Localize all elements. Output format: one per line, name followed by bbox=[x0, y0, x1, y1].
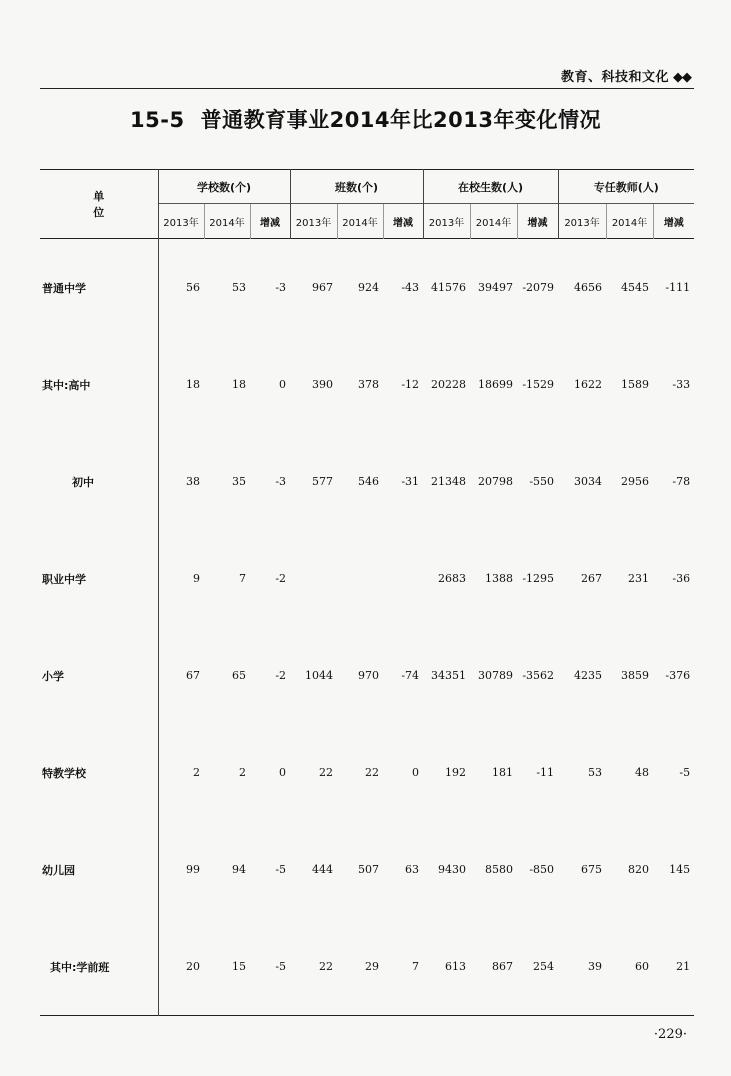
cell: 675 bbox=[581, 863, 603, 876]
cell: 53 bbox=[232, 281, 246, 294]
unit-column-header: 单 位 bbox=[93, 190, 129, 219]
cell: -11 bbox=[536, 766, 555, 779]
change-header: 增减 bbox=[517, 204, 558, 239]
cell: 22 bbox=[365, 766, 380, 779]
cell: 4235 bbox=[574, 669, 603, 682]
cell: -111 bbox=[665, 281, 691, 294]
running-head-text: 教育、科技和文化 bbox=[560, 70, 669, 85]
group-header-teachers: 专任教师(人) bbox=[558, 170, 694, 204]
cell: -550 bbox=[529, 475, 555, 488]
cell: -1529 bbox=[522, 378, 555, 391]
cell bbox=[290, 530, 337, 627]
cell: 3034 bbox=[574, 475, 603, 488]
cell: 18 bbox=[158, 336, 204, 433]
cell: -12 bbox=[401, 378, 420, 391]
cell: -2079 bbox=[522, 281, 555, 294]
diamond-icon: ◆◆ bbox=[673, 70, 691, 85]
cell: 20798 bbox=[478, 475, 514, 488]
cell: -2 bbox=[275, 572, 287, 585]
cell: 444 bbox=[312, 863, 334, 876]
row-label: 其中:学前班 bbox=[50, 960, 110, 974]
year-header: 2014年 bbox=[606, 204, 653, 239]
cell: 21348 bbox=[431, 475, 467, 488]
year-header: 2013年 bbox=[290, 204, 337, 239]
cell: 35 bbox=[232, 475, 246, 488]
cell: 1388 bbox=[485, 572, 514, 585]
change-header: 增减 bbox=[653, 204, 694, 239]
cell: 22 bbox=[319, 960, 334, 973]
row-label: 幼儿园 bbox=[42, 863, 75, 877]
cell: 145 bbox=[669, 863, 691, 876]
cell: 820 bbox=[628, 863, 650, 876]
group-header-classes: 班数(个) bbox=[290, 170, 423, 204]
cell: 867 bbox=[492, 960, 514, 973]
cell: 0 bbox=[279, 378, 287, 391]
cell: 4545 bbox=[621, 281, 650, 294]
change-header: 增减 bbox=[383, 204, 423, 239]
cell: 4656 bbox=[574, 281, 603, 294]
cell: 18699 bbox=[478, 378, 514, 391]
cell: 7 bbox=[412, 960, 420, 973]
cell: 0 bbox=[412, 766, 420, 779]
cell: -74 bbox=[401, 669, 420, 682]
table-number: 15-5 bbox=[130, 108, 185, 132]
row-label: 小学 bbox=[42, 669, 64, 683]
cell: 30789 bbox=[478, 669, 514, 682]
cell: 2683 bbox=[438, 572, 467, 585]
cell: 21 bbox=[676, 960, 691, 973]
year-header: 2013年 bbox=[423, 204, 470, 239]
data-table bbox=[40, 169, 694, 1016]
cell: 2 bbox=[158, 724, 204, 821]
cell: 39497 bbox=[478, 281, 514, 294]
cell: 53 bbox=[588, 766, 603, 779]
cell: 8580 bbox=[485, 863, 514, 876]
cell: -78 bbox=[672, 475, 691, 488]
cell: 267 bbox=[581, 572, 603, 585]
cell bbox=[383, 530, 423, 627]
header-rule bbox=[40, 88, 694, 89]
cell: 94 bbox=[232, 863, 246, 876]
cell: 99 bbox=[158, 821, 204, 918]
year-header: 2013年 bbox=[158, 204, 204, 239]
cell: 2 bbox=[239, 766, 246, 779]
cell: 15 bbox=[232, 960, 246, 973]
cell: 390 bbox=[312, 378, 334, 391]
group-header-students: 在校生数(人) bbox=[423, 170, 558, 204]
table-row bbox=[40, 336, 694, 433]
cell: -1295 bbox=[522, 572, 555, 585]
table-header bbox=[40, 170, 694, 239]
cell: 29 bbox=[365, 960, 380, 973]
cell: -31 bbox=[401, 475, 420, 488]
year-header: 2013年 bbox=[558, 204, 606, 239]
cell: 41576 bbox=[431, 281, 467, 294]
cell: 577 bbox=[312, 475, 334, 488]
cell: -5 bbox=[679, 766, 691, 779]
cell: 22 bbox=[319, 766, 334, 779]
cell: 3859 bbox=[621, 669, 650, 682]
year-header: 2014年 bbox=[204, 204, 250, 239]
table-title: 普通教育事业2014年比2013年变化情况 bbox=[200, 108, 601, 132]
cell: 9430 bbox=[438, 863, 467, 876]
table-row bbox=[40, 433, 694, 530]
page-title bbox=[0, 104, 731, 134]
table-row bbox=[40, 821, 694, 918]
running-head bbox=[561, 66, 691, 85]
cell: 48 bbox=[635, 766, 650, 779]
cell: 1044 bbox=[305, 669, 334, 682]
cell: 254 bbox=[533, 960, 555, 973]
cell: 9 bbox=[158, 530, 204, 627]
table-row bbox=[40, 918, 694, 1016]
cell: 967 bbox=[312, 281, 334, 294]
table-row bbox=[40, 530, 694, 627]
cell: -3562 bbox=[522, 669, 555, 682]
cell: -5 bbox=[275, 863, 287, 876]
cell: -2 bbox=[275, 669, 287, 682]
cell: 970 bbox=[358, 669, 380, 682]
page-number: ·229· bbox=[653, 1027, 687, 1042]
cell: 20228 bbox=[431, 378, 467, 391]
cell: 18 bbox=[232, 378, 246, 391]
cell: -36 bbox=[672, 572, 691, 585]
cell: 60 bbox=[635, 960, 650, 973]
row-label: 特教学校 bbox=[42, 766, 86, 780]
cell: -3 bbox=[275, 281, 287, 294]
year-header: 2014年 bbox=[337, 204, 383, 239]
cell: 613 bbox=[445, 960, 467, 973]
change-header: 增减 bbox=[250, 204, 290, 239]
row-label: 职业中学 bbox=[42, 572, 86, 586]
cell: 65 bbox=[232, 669, 246, 682]
cell: -43 bbox=[401, 281, 420, 294]
table-body bbox=[40, 239, 694, 1016]
cell: 0 bbox=[279, 766, 287, 779]
cell: 38 bbox=[158, 433, 204, 530]
cell: 924 bbox=[358, 281, 380, 294]
cell: 34351 bbox=[431, 669, 467, 682]
row-label: 初中 bbox=[72, 475, 94, 489]
row-label: 其中:高中 bbox=[42, 378, 91, 392]
year-header: 2014年 bbox=[470, 204, 517, 239]
cell: -5 bbox=[275, 960, 287, 973]
table-row bbox=[40, 239, 694, 337]
cell: -850 bbox=[529, 863, 555, 876]
cell: 231 bbox=[628, 572, 650, 585]
table-row bbox=[40, 724, 694, 821]
cell: 56 bbox=[158, 239, 204, 337]
cell: 1589 bbox=[621, 378, 650, 391]
cell: 181 bbox=[492, 766, 514, 779]
cell: -33 bbox=[672, 378, 691, 391]
cell: 67 bbox=[158, 627, 204, 724]
cell: 378 bbox=[358, 378, 380, 391]
cell: 39 bbox=[588, 960, 603, 973]
row-label: 普通中学 bbox=[42, 281, 86, 295]
cell: 1622 bbox=[574, 378, 603, 391]
cell: -3 bbox=[275, 475, 287, 488]
cell: 7 bbox=[239, 572, 246, 585]
group-header-schools: 学校数(个) bbox=[158, 170, 290, 204]
cell: 20 bbox=[158, 918, 204, 1016]
cell: 546 bbox=[358, 475, 380, 488]
cell: -376 bbox=[665, 669, 691, 682]
cell: 192 bbox=[445, 766, 467, 779]
cell: 507 bbox=[358, 863, 380, 876]
cell bbox=[337, 530, 383, 627]
cell: 2956 bbox=[621, 475, 650, 488]
cell: 63 bbox=[405, 863, 420, 876]
table-row bbox=[40, 627, 694, 724]
